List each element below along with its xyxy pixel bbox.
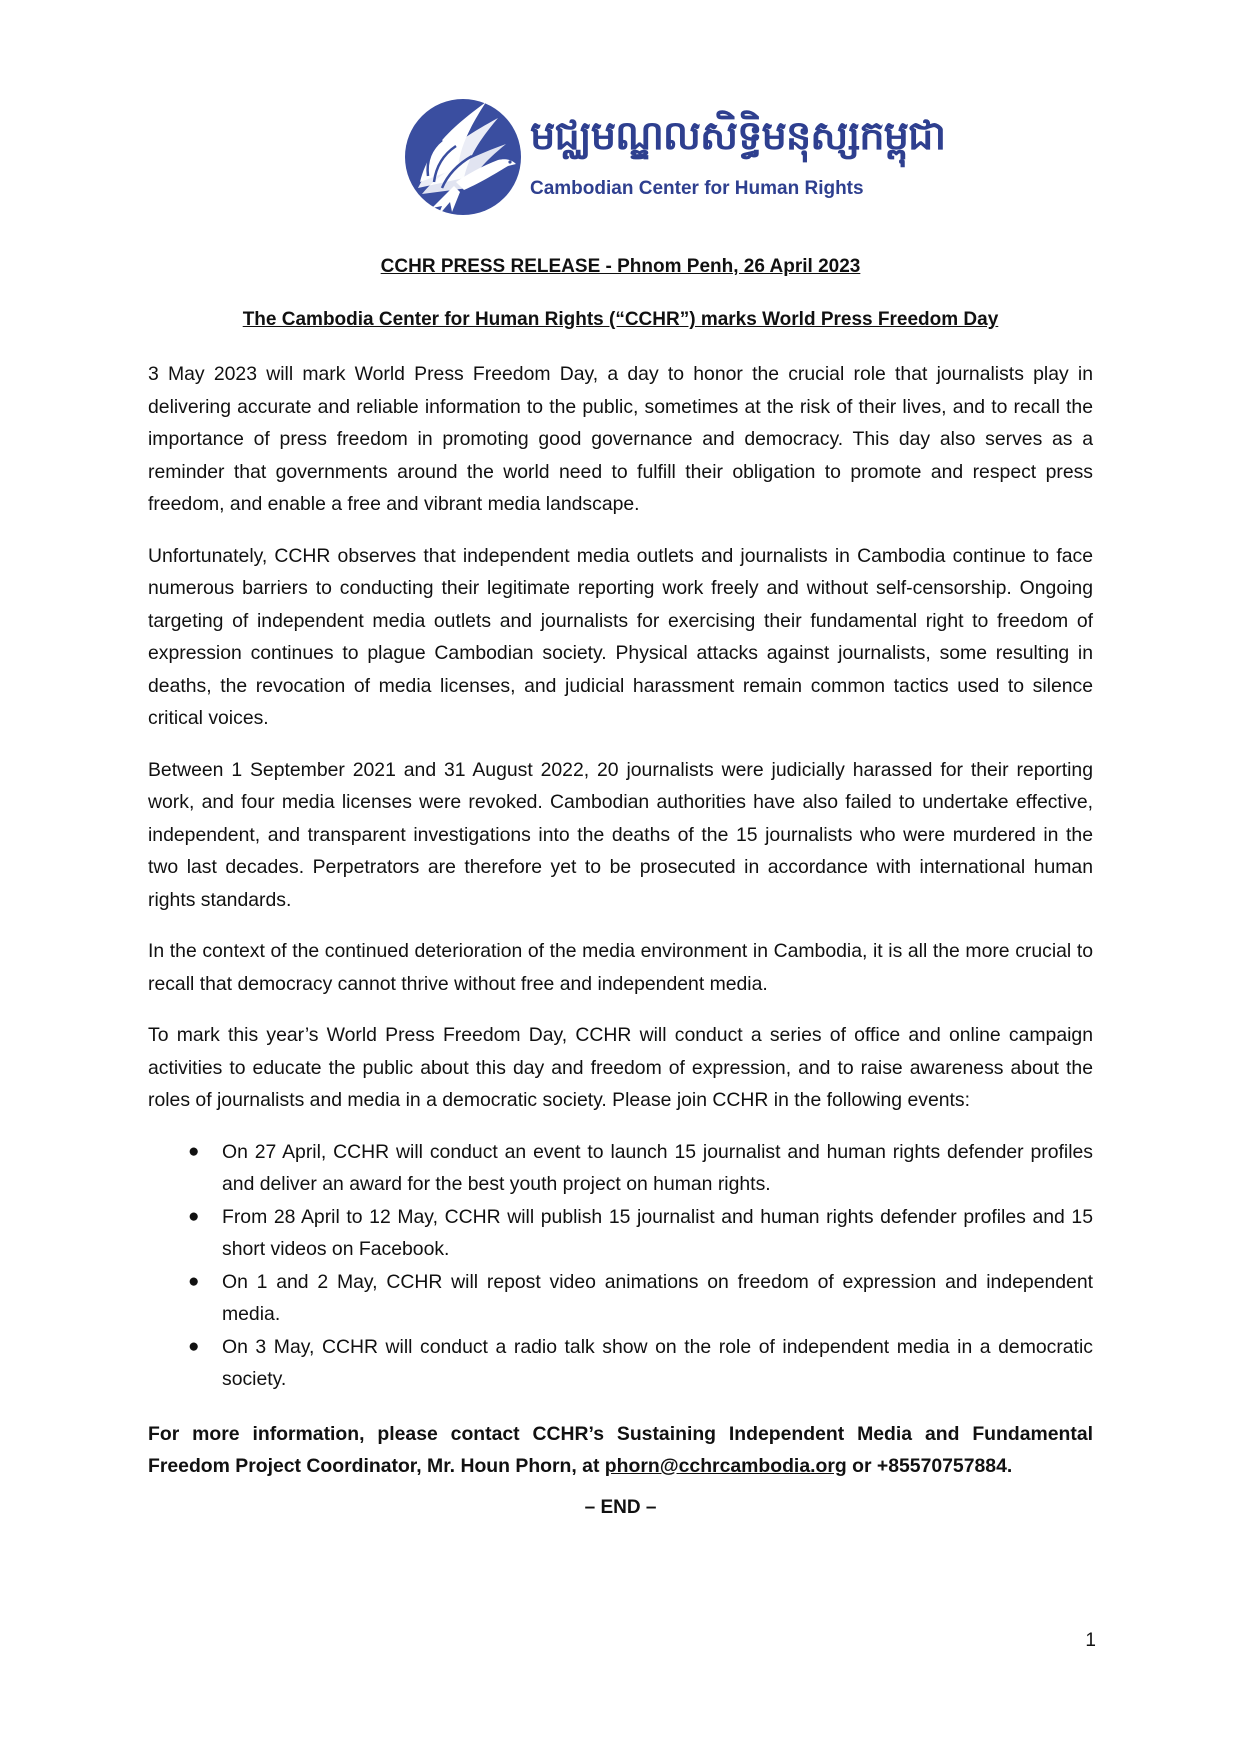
bullet-icon: ● <box>188 1270 200 1292</box>
event-text: On 27 April, CCHR will conduct an event to launch 15 journalist and human rights defender profiles and deliver an award for the best youth project on human rights. <box>222 1140 1093 1195</box>
body-text <box>148 358 1093 1502</box>
paragraph: Unfortunately, CCHR observes that independent media outlets and journalists in Cambodia continue to face numerous barriers to conducting their legitimate reporting work freely and without self-censorship. Ongoing targeting of independent media outlets and journalists for exercising their fundamental right to freedom of expression continues to plague Cambodian society. Physical attacks against journalists, some resulting in deaths, the revocation of media licenses, and judicial harassment remain common tactics used to silence critical voices. <box>148 544 1093 729</box>
page-number: 1 <box>1085 1630 1096 1651</box>
contact-phone: +85570757884 <box>876 1455 1007 1477</box>
list-item <box>148 1331 1093 1396</box>
logo-khmer-name: មជ្ឈមណ្ឌលសិទ្ធិមនុស្សកម្ពុជា <box>530 113 946 159</box>
press-release-title: The Cambodia Center for Human Rights (“CCHR”) marks World Press Freedom Day <box>242 309 999 330</box>
dove-icon <box>398 90 528 225</box>
contact-info <box>148 1418 1093 1483</box>
press-release-line: CCHR PRESS RELEASE - Phnom Penh, 26 April 2023 <box>380 256 861 277</box>
contact-prefix: For more information, please contact CCHR’s Sustaining Independent Media and Fundamental Freedom Project Coordinator, Mr. Houn Phorn, at <box>148 1422 1093 1477</box>
paragraph: In the context of the continued deterioration of the media environment in Cambodia, it is all the more crucial to recall that democracy cannot thrive without free and independent media. <box>148 940 1093 995</box>
contact-middle: or <box>846 1455 877 1477</box>
event-text: On 3 May, CCHR will conduct a radio talk show on the role of independent media in a democratic society. <box>222 1335 1093 1390</box>
contact-email-link[interactable]: phorn@cchrcambodia.org <box>604 1455 847 1477</box>
logo-english-name: Cambodian Center for Human Rights <box>530 178 864 199</box>
paragraph: To mark this year’s World Press Freedom Day, CCHR will conduct a series of office and online campaign activities to educate the public about this day and freedom of expression, and to raise awareness about the roles of journalists and media in a democratic society. Please join CCHR in the following events: <box>148 1024 1093 1111</box>
contact-suffix: . <box>1006 1455 1013 1477</box>
paragraph: 3 May 2023 will mark World Press Freedom Day, a day to honor the crucial role that journalists play in delivering accurate and reliable information to the public, sometimes at the risk of their lives, and to recall the importance of press freedom in promoting good governance and democracy. This day also serves as a reminder that governments around the world need to fulfill their obligation to promote and respect press freedom, and enable a free and vibrant media landscape. <box>148 363 1093 515</box>
bullet-icon: ● <box>188 1140 200 1162</box>
cchr-logo <box>398 90 946 225</box>
list-item <box>148 1266 1093 1331</box>
list-item <box>148 1201 1093 1266</box>
paragraph: Between 1 September 2021 and 31 August 2022, 20 journalists were judicially harassed for their reporting work, and four media licenses were revoked. Cambodian authorities have also failed to undertake effective, independent, and transparent investigations into the deaths of the 15 journalists who were murdered in the two last decades. Perpetrators are therefore yet to be prosecuted in accordance with international human rights standards. <box>148 758 1093 911</box>
event-text: From 28 April to 12 May, CCHR will publish 15 journalist and human rights defender profiles and 15 short videos on Facebook. <box>222 1205 1093 1260</box>
bullet-icon: ● <box>188 1335 200 1357</box>
events-list <box>148 1136 1093 1396</box>
list-item <box>148 1136 1093 1201</box>
end-marker: – END – <box>584 1497 657 1518</box>
bullet-icon: ● <box>188 1205 200 1227</box>
event-text: On 1 and 2 May, CCHR will repost video animations on freedom of expression and independent media. <box>222 1270 1093 1325</box>
